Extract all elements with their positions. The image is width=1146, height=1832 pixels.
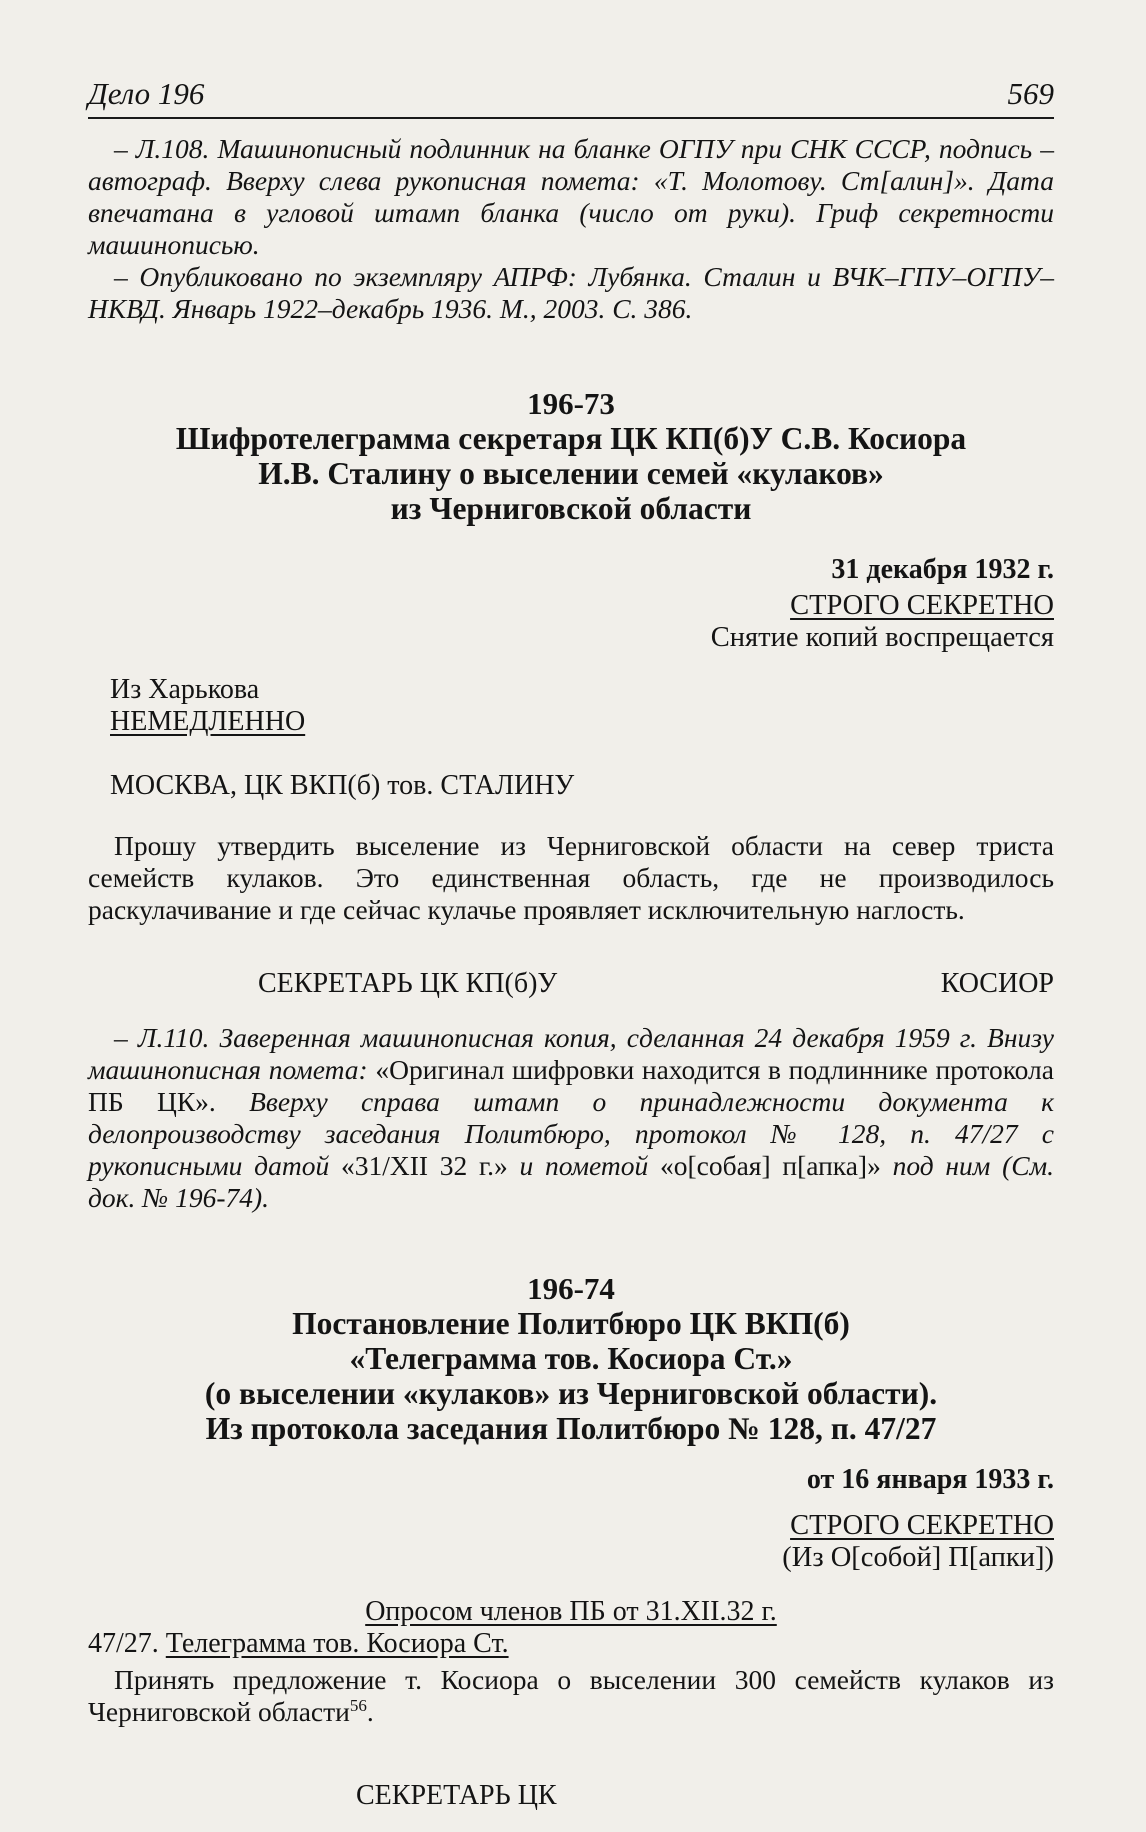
addressee: МОСКВА, ЦК ВКП(б) тов. СТАЛИНУ bbox=[110, 770, 575, 801]
special-folder-note: (Из О[собой] П[апки]) bbox=[782, 1542, 1054, 1573]
signature-title: СЕКРЕТАРЬ ЦК bbox=[356, 1780, 557, 1811]
resolution-item bbox=[88, 1628, 1054, 1660]
urgency-mark: НЕМЕДЛЕННО bbox=[110, 706, 306, 737]
document-number: 196-74 bbox=[527, 1271, 615, 1306]
note2-part: под ним (См. док. № 196-74). bbox=[88, 1150, 1054, 1213]
resolution-body bbox=[88, 1664, 1054, 1728]
item-number: 47/27. bbox=[88, 1628, 159, 1659]
document-title-line: Из протокола заседания Политбюро № 128, п. 47/27 bbox=[205, 1411, 937, 1446]
document-title-line: из Черниговской области bbox=[390, 491, 752, 526]
note1-publication: – Опубликовано по экземпляру АПРФ: Лубянка. Сталин и ВЧК–ГПУ–ОГПУ–НКВД. Январь 1922–декабрь 1936. М., 2003. С. 386. bbox=[88, 261, 1054, 324]
origin-city: Из Харькова bbox=[110, 674, 260, 705]
archival-note-2 bbox=[88, 1022, 1054, 1214]
secrecy-stamp: СТРОГО СЕКРЕТНО bbox=[790, 1510, 1054, 1541]
note1-source: – Л.108. Машинописный подлинник на бланке ОГПУ при СНК СССР, подпись – автограф. Вверху слева рукописная помета: «Т. Молотову. Ст[алин]». Дата впечатана в угловой штамп бланка (число от руки). Гриф секретности машинописью. bbox=[88, 133, 1054, 260]
note2-part: «31/XII 32 г.» bbox=[329, 1150, 520, 1181]
note2-part: «о[собая] п[апка]» bbox=[648, 1150, 893, 1181]
item-title: Телеграмма тов. Косиора Ст. bbox=[165, 1628, 509, 1659]
page-number: 569 bbox=[1007, 76, 1054, 111]
resolution-period: . bbox=[366, 1696, 374, 1727]
footnote-marker: 56 bbox=[349, 1695, 367, 1715]
signature-title: СЕКРЕТАРЬ ЦК КП(б)У bbox=[258, 968, 558, 999]
document-date: от 16 января 1933 г. bbox=[806, 1464, 1054, 1495]
signature-name: КОСИОР bbox=[940, 968, 1054, 999]
header-case-number: Дело 196 bbox=[88, 76, 205, 111]
document-196-73 bbox=[88, 387, 1054, 1000]
signature-block bbox=[88, 968, 1054, 1000]
document-title-line: И.В. Сталину о выселении семей «кулаков» bbox=[258, 456, 884, 491]
no-copy-note: Снятие копий воспрещается bbox=[710, 622, 1054, 653]
document-title-line: Постановление Политбюро ЦК ВКП(б) bbox=[292, 1306, 850, 1341]
document-title-line: Шифротелеграмма секретаря ЦК КП(б)У С.В. Косиора bbox=[175, 421, 967, 456]
telegram-body: Прошу утвердить выселение из Черниговской области на север триста семейств кулаков. Это единственная область, где не производилось раскулачивание и где сейчас кулачье проявляет исключительную наглость. bbox=[88, 830, 1054, 925]
note2-part: – Л.110. Заверенная машинописная копия, сделанная 24 декабря 1959 г. Внизу машинописная помета: bbox=[88, 1022, 1054, 1085]
document-date: 31 декабря 1932 г. bbox=[831, 554, 1054, 585]
secrecy-stamp: СТРОГО СЕКРЕТНО bbox=[790, 590, 1054, 621]
document-196-74 bbox=[88, 1272, 1054, 1812]
note2-part: Вверху справа штамп о принадлежности документа к делопроизводству заседания Политбюро, протокол № 128, п. 47/27 с рукописными датой bbox=[88, 1086, 1054, 1181]
resolution-text: Принять предложение т. Косиора о выселении 300 семейств кулаков из Черниговской области bbox=[88, 1664, 1054, 1727]
note2-part: «Оригинал шифровки находится в подлиннике протокола ПБ ЦК». bbox=[88, 1054, 1054, 1117]
document-number: 196-73 bbox=[527, 386, 615, 421]
note2-part: и пометой bbox=[519, 1150, 649, 1181]
poll-note: Опросом членов ПБ от 31.XII.32 г. bbox=[365, 1596, 777, 1627]
document-title-line: (о выселении «кулаков» из Черниговской области). bbox=[204, 1376, 938, 1411]
document-title-line: «Телеграмма тов. Косиора Ст.» bbox=[349, 1341, 793, 1376]
archival-note-1 bbox=[88, 133, 1054, 325]
running-header bbox=[88, 78, 1054, 119]
